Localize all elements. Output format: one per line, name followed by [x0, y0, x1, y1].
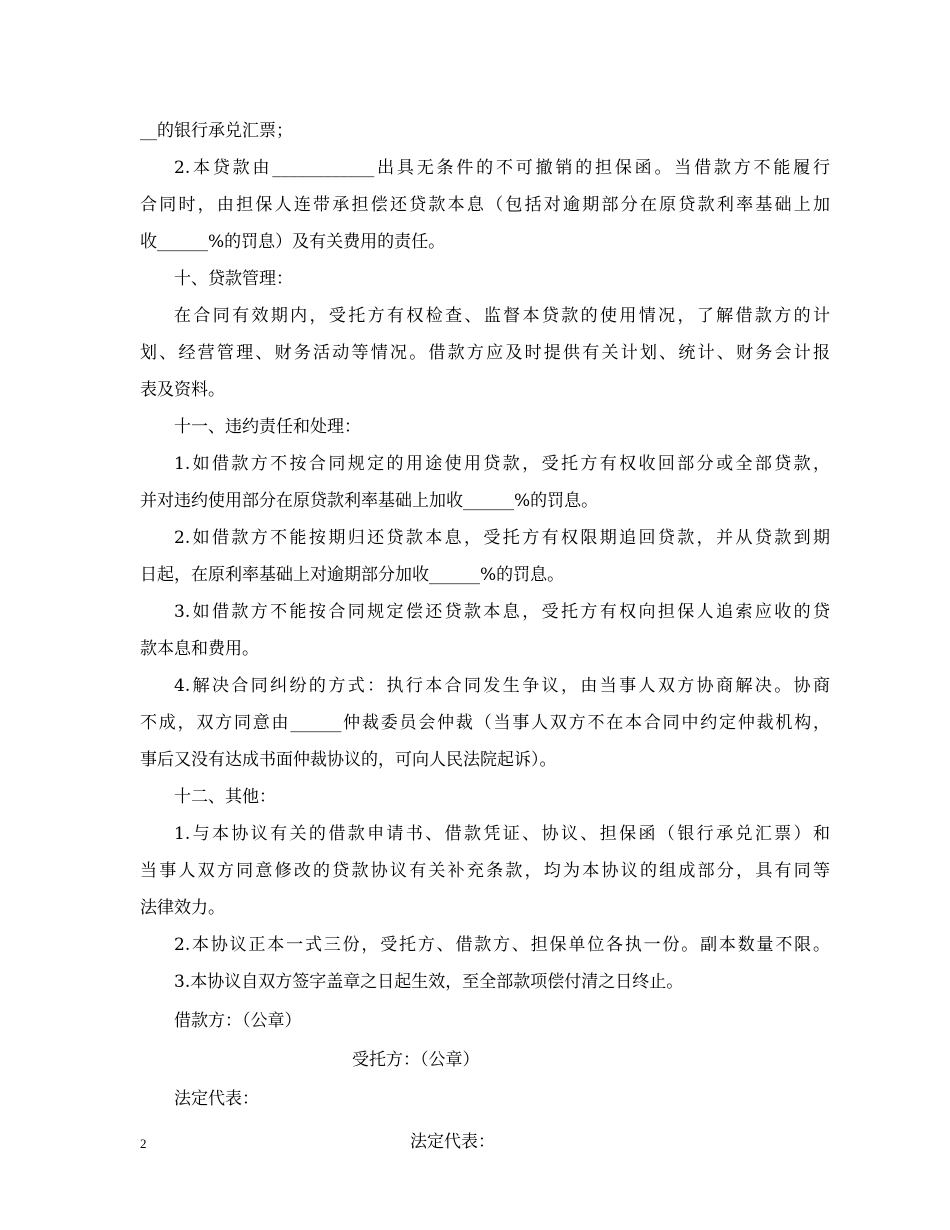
text-line: 在合同有效期内，受托方有权检查、监督本贷款的使用情况，了解借款方的计: [174, 306, 830, 326]
text-line: 2.本贷款由____________出具无条件的不可撤销的担保函。当借款方不能履行: [174, 158, 830, 178]
borrower-seal-line: 借款方：（公章）: [174, 1011, 302, 1031]
text-line: 十、贷款管理：: [174, 269, 293, 289]
text-line: 合同时，由担保人连带承担偿还贷款本息（包括对逾期部分在原贷款利率基础上加: [140, 195, 830, 215]
text-line: 表及资料。: [140, 380, 225, 400]
page-number: 2: [140, 1136, 147, 1151]
text-line: 并对违约使用部分在原贷款利率基础上加收______%的罚息。: [140, 491, 599, 511]
text-line: 款本息和费用。: [140, 639, 259, 659]
trustee-seal-line: 受托方：（公章）: [352, 1050, 480, 1070]
text-line: 4.解决合同纠纷的方式：执行本合同发生争议，由当事人双方协商解决。协商: [174, 676, 830, 696]
text-line: 1.与本协议有关的借款申请书、借款凭证、协议、担保函（银行承兑汇票）和: [174, 824, 830, 844]
text-line: 十一、违约责任和处理：: [174, 417, 361, 437]
borrower-representative-line: 法定代表：: [174, 1089, 259, 1109]
document-body: [140, 113, 830, 1161]
text-line: 事后又没有达成书面仲裁协议的，可向人民法院起诉）。: [140, 750, 557, 770]
text-line: 十二、其他：: [174, 787, 276, 807]
text-line: 当事人双方同意修改的贷款协议有关补充条款，均为本协议的组成部分，具有同等: [140, 861, 830, 881]
text-line: 2.如借款方不能按期归还贷款本息，受托方有权限期追回贷款，并从贷款到期: [174, 528, 830, 548]
text-line: 不成，双方同意由______仲裁委员会仲裁（当事人双方不在本合同中约定仲裁机构，: [140, 713, 830, 733]
text-line: 收______%的罚息）及有关费用的责任。: [140, 232, 446, 252]
text-line: 1.如借款方不按合同规定的用途使用贷款，受托方有权收回部分或全部贷款，: [174, 454, 830, 474]
text-line: 日起，在原利率基础上对逾期部分加收______%的罚息。: [140, 565, 565, 585]
text-line: __的银行承兑汇票；: [140, 121, 293, 141]
text-line: 2.本协议正本一式三份，受托方、借款方、担保单位各执一份。副本数量不限。: [174, 935, 830, 955]
paragraph-lines: [140, 113, 830, 1001]
text-line: 划、经营管理、财务活动等情况。借款方应及时提供有关计划、统计、财务会计报: [140, 343, 830, 363]
text-line: 3.本协议自双方签字盖章之日起生效，至全部款项偿付清之日终止。: [174, 972, 684, 992]
trustee-representative-line: 法定代表：: [410, 1132, 495, 1152]
text-line: 3.如借款方不能按合同规定偿还贷款本息，受托方有权向担保人追索应收的贷: [174, 602, 830, 622]
text-line: 法律效力。: [140, 898, 225, 918]
